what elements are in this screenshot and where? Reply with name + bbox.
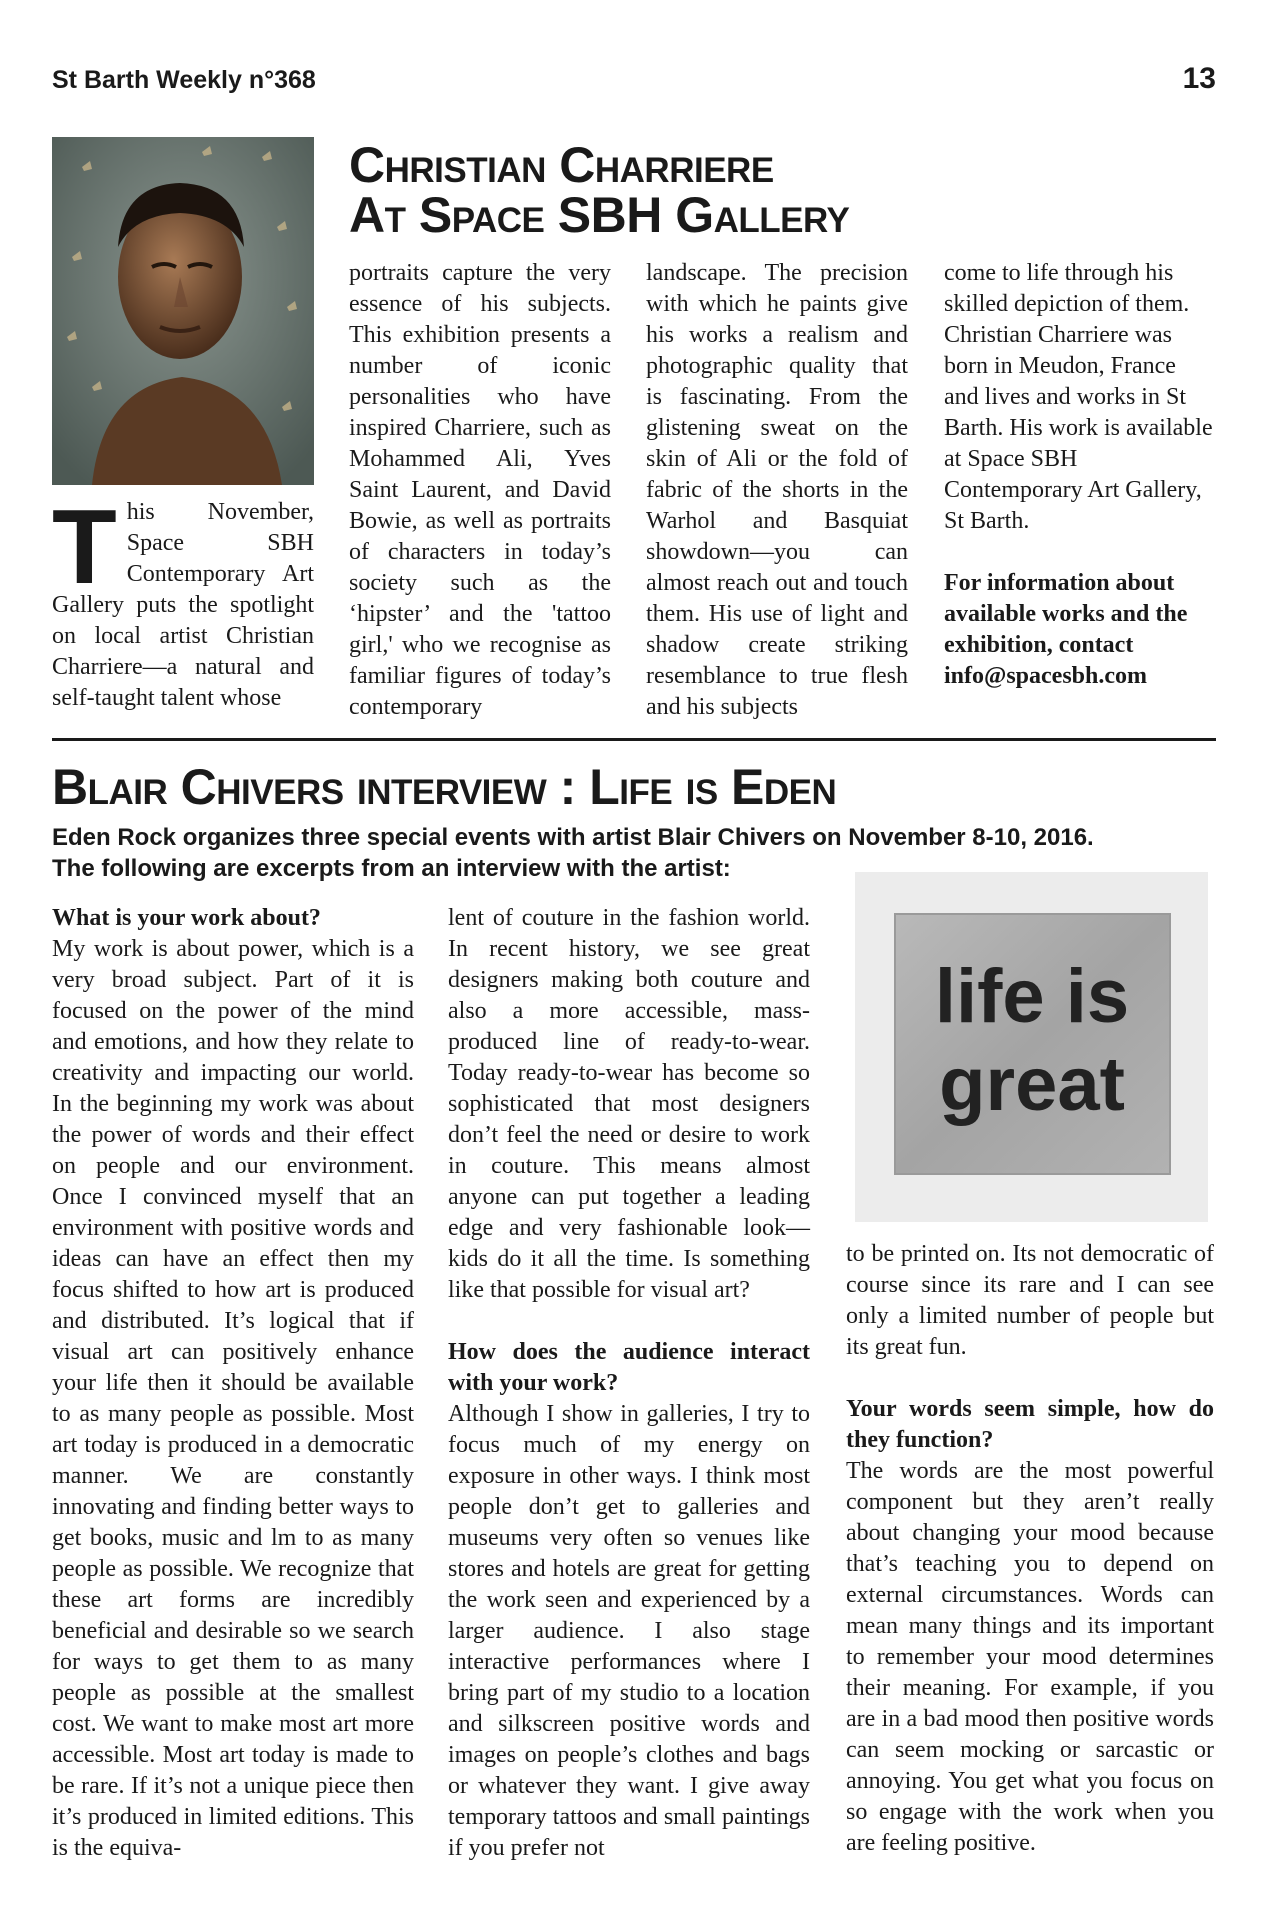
article-text: come to life through his skilled depiction of them. Christian Charriere was born in Meudon, France and lives and works in St Barth. His work is available at Space SBH Contemporary Art Gallery, St Barth. [944, 260, 1213, 534]
section-divider [52, 738, 1216, 741]
answer-text: lent of couture in the fashion world. In recent history, we see great designers making both couture and also a more accessible, mass-produced line of ready-to-wear. Today ready-to-wear has become so sophisticated that most designers don’t feel the need or desire to work in couture. This means almost anyone can put together a leading edge and very fashionable look— kids do it all the time. Is something like that possible for visual art? [448, 905, 810, 1303]
answer-text: to be printed on. Its not democratic of course since its rare and I can see only a limited number of people but its great fun. [846, 1241, 1214, 1360]
artwork-image [855, 872, 1208, 1222]
drop-cap: T [52, 488, 117, 606]
question-heading: Your words seem simple, how do they function? [846, 1396, 1214, 1453]
article-column-4 [944, 258, 1214, 692]
intro-line-1: Eden Rock organizes three special events with artist Blair Chivers on November 8-10, 2016. [52, 824, 1094, 851]
article-text: landscape. The precision with which he paints give his works a realism and photographic quality that is fascinating. From the glistening sweat on the skin of Ali or the fold of fabric of the shorts in the Warhol and Basquiat showdown—you can almost reach out and touch them. His use of light and shadow create striking resemblance to true flesh and his subjects [646, 260, 908, 720]
answer-text: My work is about power, which is a very broad subject. Part of it is focused on the power of the mind and emotions, and how they relate to creativity and impacting our world. In the beginning my work was about the power of words and their effect on people and our environment. Once I convinced myself that an environment with positive words and ideas can have an effect then my focus shifted to how art is produced and distributed. It’s logical that if visual art can positively enhance your life then it should be available to as many people as possible. Most art today is produced in a democratic manner. We are constantly innovating and finding better ways to get books, music and lm to as many people as possible. We recognize that these art forms are incredibly beneficial and desirable so we search for ways to get them to as many people as possible at the smallest cost. We want to make most art more accessible. Most art today is made to be rare. If it’s not a unique piece then it’s produced in limited editions. This is the equiva- [52, 936, 414, 1861]
article-column-3 [646, 258, 908, 723]
question-heading: What is your work about? [52, 905, 321, 931]
interview-title: Blair Chivers interview : Life is Eden [52, 759, 837, 815]
article-column-1 [52, 488, 314, 714]
artwork-text-line-2: great [939, 1042, 1125, 1127]
intro-line-2: The following are excerpts from an interview with the artist: [52, 855, 731, 882]
interview-column-3 [846, 1239, 1214, 1859]
article-column-2 [349, 258, 611, 723]
article-text: portraits capture the very essence of his subjects. This exhibition presents a number of iconic personalities who have inspired Charriere, such as Mohammed Ali, Yves Saint Laurent, and David Bowie, as well as portraits of characters in today’s society such as the ‘hipster’ and the 'tattoo girl,' who we recognise as familiar figures of today’s contemporary [349, 260, 611, 720]
answer-text: Although I show in galleries, I try to focus much of my energy on exposure in other ways. I think most people don’t get to galleries and museums very often so venues like stores and hotels are great for getting the work seen and experienced by a larger audience. I also stage interactive performances where I bring part of my studio to a location and silkscreen positive words and images on people’s clothes and bags or whatever they want. I give away temporary tattoos and small paintings if you prefer not [448, 1401, 810, 1861]
article-title [349, 137, 1229, 243]
contact-info: For information about available works and the exhibition, contact info@spacesbh.com [944, 570, 1188, 689]
interview-column-2 [448, 903, 810, 1864]
artwork-text-line-1: life is [934, 954, 1130, 1039]
portrait-painting-image [52, 137, 314, 485]
article-title-line-2: At Space SBH Gallery [349, 187, 850, 243]
page-number: 13 [1182, 62, 1216, 95]
page-header [52, 62, 1216, 106]
article-title-line-1: Christian Charriere [349, 137, 774, 193]
article-text: his November, Space SBH Contemporary Art Gallery puts the spotlight on local artist Christian Charriere—a natural and self-taught talent whose [52, 499, 314, 711]
answer-text: The words are the most powerful component but they aren’t really about changing your mood because that’s teaching you to depend on external circumstances. Words can mean many things and its important to remember your mood determines their meaning. For example, if you are in a bad mood then positive words can seem mocking or sarcastic or annoying. You get what you focus on so engage with the work when you are feeling positive. [846, 1458, 1214, 1856]
publication-name: St Barth Weekly n°368 [52, 66, 316, 94]
interview-column-1 [52, 903, 414, 1864]
question-heading: How does the audience interact with your work? [448, 1339, 810, 1396]
